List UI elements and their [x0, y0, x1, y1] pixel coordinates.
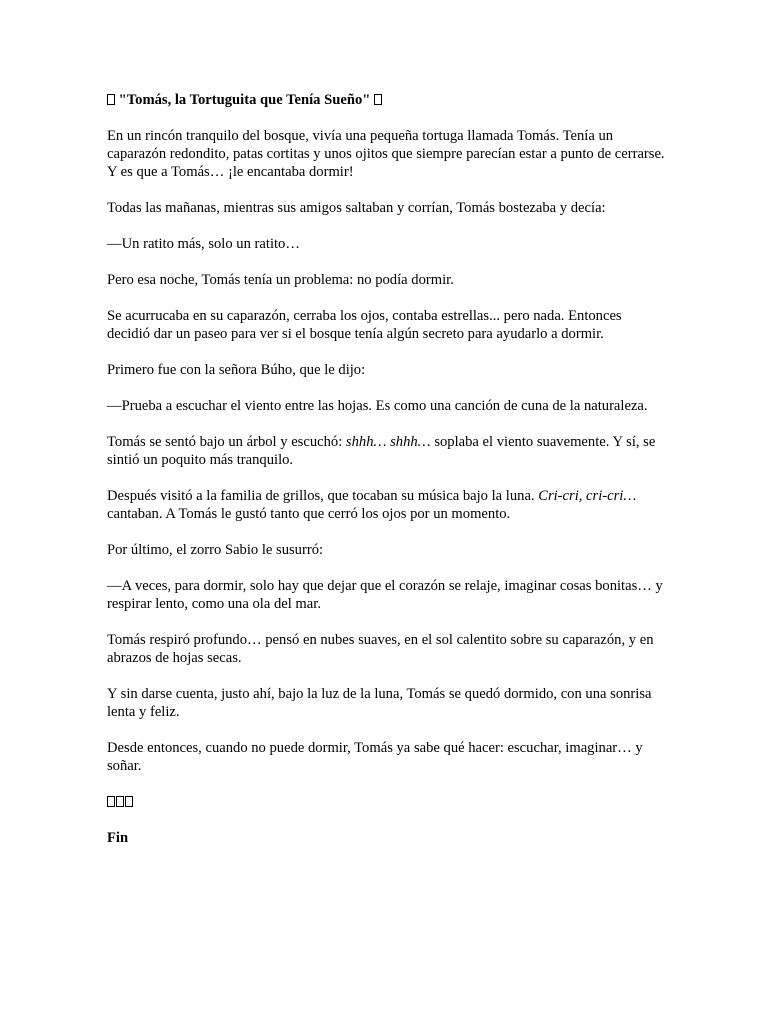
missing-glyph-box-icon	[374, 94, 382, 105]
paragraph-fox-advice: —A veces, para dormir, solo hay que dejar que el corazón se relaje, imaginar cosas bonitas… y respirar lento, como una ola del mar.	[107, 578, 663, 612]
separator-glyphs	[107, 793, 667, 811]
paragraph-crickets-before: Después visitó a la familia de grillos, que tocaban su música bajo la luna.	[107, 488, 539, 504]
paragraph-intro: En un rincón tranquilo del bosque, vivía una pequeña tortuga llamada Tomás. Tenía un caparazón redondito, patas cortitas y unos ojitos que siempre parecían estar a punto de cerrarse. Y es que a Tomás… ¡le encantaba dormir!	[107, 128, 665, 180]
end-text: Fin	[107, 830, 129, 846]
paragraph-wind	[107, 433, 667, 469]
paragraph-fox: Por último, el zorro Sabio le susurró:	[107, 542, 324, 558]
paragraph-owl-advice: —Prueba a escuchar el viento entre las hojas. Es como una canción de cuna de la naturaleza.	[107, 398, 648, 414]
paragraph-dialogue-ratito: —Un ratito más, solo un ratito…	[107, 236, 300, 252]
paragraph-crickets	[107, 487, 667, 523]
story-title-text: "Tomás, la Tortuguita que Tenía Sueño"	[118, 92, 371, 108]
paragraph-mornings: Todas las mañanas, mientras sus amigos saltaban y corrían, Tomás bostezaba y decía:	[107, 200, 606, 216]
paragraph-since-then: Desde entonces, cuando no puede dormir, Tomás ya sabe qué hacer: escuchar, imaginar… y soñar.	[107, 740, 643, 774]
document-page	[107, 91, 667, 865]
missing-glyph-box-icon	[125, 796, 133, 807]
paragraph-problem: Pero esa noche, Tomás tenía un problema: no podía dormir.	[107, 272, 454, 288]
paragraph-asleep: Y sin darse cuenta, justo ahí, bajo la luz de la luna, Tomás se quedó dormido, con una sonrisa lenta y feliz.	[107, 686, 652, 720]
paragraph-wind-after: soplaba el viento suavemente. Y sí, se sintió un poquito más tranquilo.	[107, 434, 656, 468]
paragraph-breathing: Tomás respiró profundo… pensó en nubes suaves, en el sol calentito sobre su caparazón, y en abrazos de hojas secas.	[107, 632, 654, 666]
paragraph-wind-italic: shhh… shhh…	[345, 434, 431, 450]
missing-glyph-box-icon	[107, 94, 115, 105]
paragraph-walk: Se acurrucaba en su caparazón, cerraba los ojos, contaba estrellas... pero nada. Entonces decidió dar un paseo para ver si el bosque tenía algún secreto para ayudarlo a dormir.	[107, 308, 622, 342]
paragraph-crickets-after: cantaban. A Tomás le gustó tanto que cerró los ojos por un momento.	[107, 506, 511, 522]
story-title	[107, 91, 667, 109]
paragraph-wind-before: Tomás se sentó bajo un árbol y escuchó:	[107, 434, 346, 450]
missing-glyph-box-icon	[116, 796, 124, 807]
paragraph-owl: Primero fue con la señora Búho, que le dijo:	[107, 362, 366, 378]
paragraph-crickets-italic: Cri-cri, cri-cri…	[538, 488, 637, 504]
missing-glyph-box-icon	[107, 796, 115, 807]
